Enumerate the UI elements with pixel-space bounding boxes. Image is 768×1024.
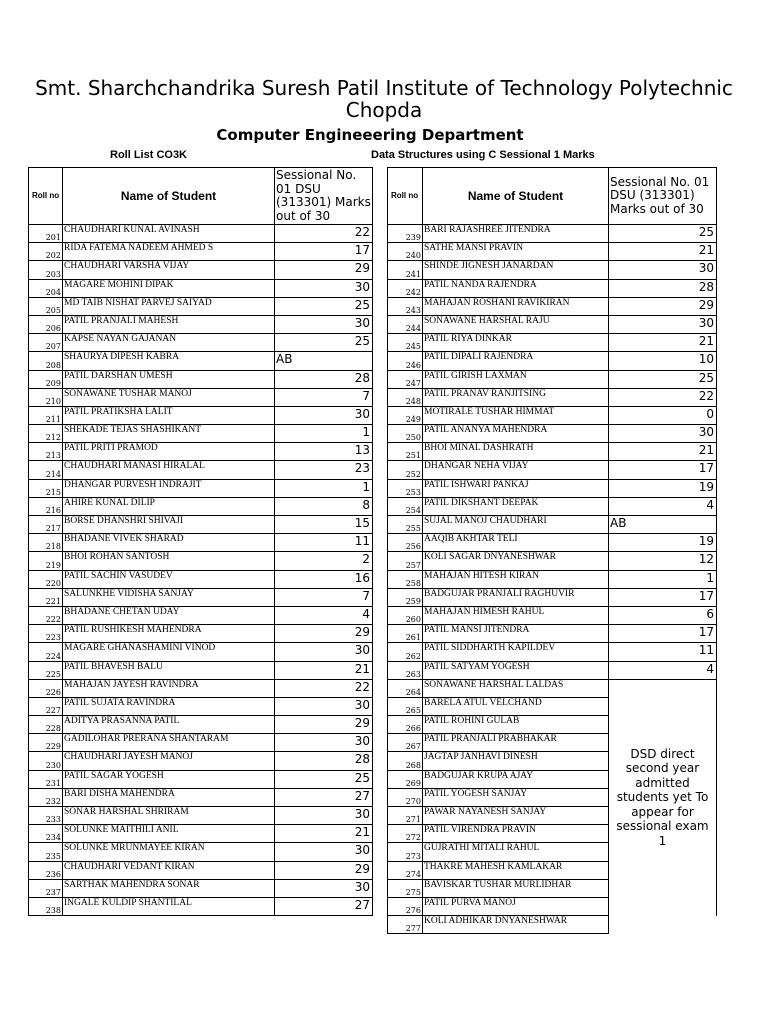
marks-value: 21 — [609, 443, 717, 461]
student-name: PATIL PRANJALI PRABHAKAR — [423, 734, 609, 752]
marks-value: 16 — [275, 570, 373, 588]
roll-number: 252 — [388, 461, 423, 479]
student-name: AAQIB AKHTAR TELI — [423, 534, 609, 552]
roll-list-label: Roll List CO3K — [110, 149, 188, 161]
student-name: PATIL SIDDHARTH KAPILDEV — [423, 643, 609, 661]
student-name: BHADANE CHETAN UDAY — [63, 606, 275, 624]
roll-number: 209 — [29, 370, 63, 388]
marks-value: 30 — [275, 843, 373, 861]
roll-number: 220 — [29, 570, 63, 588]
marks-value: 19 — [609, 534, 717, 552]
roll-number: 245 — [388, 334, 423, 352]
roll-number: 262 — [388, 643, 423, 661]
table-row — [388, 425, 717, 443]
roll-number: 202 — [29, 243, 63, 261]
table-row — [29, 425, 373, 443]
marks-value: 17 — [609, 461, 717, 479]
marks-value: 0 — [609, 406, 717, 424]
student-name: SHEKADE TEJAS SHASHIKANT — [63, 425, 275, 443]
student-name: SHINDE JIGNESH JANARDAN — [423, 261, 609, 279]
roll-number: 219 — [29, 552, 63, 570]
student-name: PATIL RIYA DINKAR — [423, 334, 609, 352]
roll-number: 208 — [29, 352, 63, 370]
student-name: BARELA ATUL VELCHAND — [423, 697, 609, 715]
roll-number: 248 — [388, 388, 423, 406]
name-header: Name of Student — [423, 168, 609, 225]
roll-number: 203 — [29, 261, 63, 279]
student-name: AHIRE KUNAL DILIP — [63, 497, 275, 515]
table-row — [29, 443, 373, 461]
marks-value: 29 — [275, 716, 373, 734]
student-name: GADILOHAR PRERANA SHANTARAM — [63, 734, 275, 752]
roll-number: 235 — [29, 843, 63, 861]
marks-header: Sessional No. 01 DSU (313301) Marks out of 30 — [276, 168, 371, 223]
table-row — [388, 370, 717, 388]
table-row — [29, 661, 373, 679]
student-name: SOLUNKE MAITHILI ANIL — [63, 825, 275, 843]
roll-number: 240 — [388, 243, 423, 261]
table-row — [388, 261, 717, 279]
student-name: SONAWANE HARSHAL LALDAS — [423, 679, 609, 697]
student-name: ADITYA PRASANNA PATIL — [63, 716, 275, 734]
roll-number: 260 — [388, 606, 423, 624]
table-row — [29, 516, 373, 534]
table-row — [29, 297, 373, 315]
student-name: SONAR HARSHAL SHRIRAM — [63, 807, 275, 825]
roll-number: 229 — [29, 734, 63, 752]
student-name: PATIL DIPALI RAJENDRA — [423, 352, 609, 370]
marks-value: 21 — [275, 825, 373, 843]
student-name: MAGARE MOHINI DIPAK — [63, 279, 275, 297]
student-name: BAVISKAR TUSHAR MURLIDHAR — [423, 879, 609, 897]
table-row — [388, 516, 717, 534]
roll-number: 225 — [29, 661, 63, 679]
student-name: PATIL SAGAR YOGESH — [63, 770, 275, 788]
student-name: BHOI MINAL DASHRATH — [423, 443, 609, 461]
student-name: PATIL GIRISH LAXMAN — [423, 370, 609, 388]
student-name: PATIL ANANYA MAHENDRA — [423, 425, 609, 443]
student-name: SALUNKHE VIDISHA SANJAY — [63, 588, 275, 606]
marks-value: AB — [275, 352, 373, 370]
marks-value: 30 — [275, 879, 373, 897]
marks-value: 2 — [275, 552, 373, 570]
table-row — [388, 334, 717, 352]
table-row — [388, 388, 717, 406]
table-row — [388, 606, 717, 624]
table-row — [29, 734, 373, 752]
marks-value: 23 — [275, 461, 373, 479]
table-row — [29, 588, 373, 606]
roll-number: 221 — [29, 588, 63, 606]
roll-number: 251 — [388, 443, 423, 461]
marks-value: 7 — [275, 388, 373, 406]
table-row — [29, 843, 373, 861]
table-row — [388, 661, 717, 679]
roll-number: 222 — [29, 606, 63, 624]
student-name: MOTIRALE TUSHAR HIMMAT — [423, 406, 609, 424]
roll-number: 261 — [388, 625, 423, 643]
marks-value: 30 — [275, 807, 373, 825]
marks-value: 30 — [609, 261, 717, 279]
table-row — [29, 315, 373, 333]
student-name: PATIL VIRENDRA PRAVIN — [423, 825, 609, 843]
marks-value: 21 — [609, 243, 717, 261]
marks-value: 4 — [609, 661, 717, 679]
roll-number: 250 — [388, 425, 423, 443]
roll-number: 231 — [29, 770, 63, 788]
roll-number: 205 — [29, 297, 63, 315]
student-name: PATIL MANSI JITENDRA — [423, 625, 609, 643]
table-row — [29, 461, 373, 479]
marks-value: 21 — [275, 661, 373, 679]
roll-number: 272 — [388, 825, 423, 843]
institute-title: Smt. Sharchchandrika Suresh Patil Institute of Technology Polytechnic Chopda — [35, 76, 733, 122]
marks-value: 8 — [275, 497, 373, 515]
student-name: SARTHAK MAHENDRA SONAR — [63, 879, 275, 897]
marks-table-left — [28, 167, 373, 916]
roll-number: 274 — [388, 861, 423, 879]
marks-value: 10 — [609, 352, 717, 370]
student-name: SOLUNKE MRUNMAYEE KIRAN — [63, 843, 275, 861]
table-row — [388, 461, 717, 479]
table-row — [29, 788, 373, 806]
roll-number: 247 — [388, 370, 423, 388]
student-name: CHAUDHARI MANASI HIRALAL — [63, 461, 275, 479]
marks-value: 30 — [275, 315, 373, 333]
marks-value: 1 — [609, 570, 717, 588]
table-row — [388, 479, 717, 497]
student-name: CHAUDHARI KUNAL AVINASH — [63, 225, 275, 243]
marks-value: 13 — [275, 443, 373, 461]
marks-value: 25 — [609, 370, 717, 388]
roll-number: 270 — [388, 788, 423, 806]
marks-value: 30 — [275, 406, 373, 424]
marks-value: 29 — [609, 297, 717, 315]
roll-number: 265 — [388, 697, 423, 715]
marks-value: 30 — [609, 425, 717, 443]
roll-number: 224 — [29, 643, 63, 661]
student-name: PATIL YOGESH SANJAY — [423, 788, 609, 806]
marks-value: 4 — [275, 606, 373, 624]
subject-label: Data Structures using C Sessional 1 Marks — [371, 149, 595, 161]
roll-number: 256 — [388, 534, 423, 552]
marks-value: 17 — [275, 243, 373, 261]
marks-value: 27 — [275, 897, 373, 915]
roll-number: 236 — [29, 861, 63, 879]
table-row — [29, 625, 373, 643]
table-row — [29, 352, 373, 370]
marks-value: 6 — [609, 606, 717, 624]
marks-value: 17 — [609, 625, 717, 643]
marks-value: 11 — [275, 534, 373, 552]
student-name: PATIL SACHIN VASUDEV — [63, 570, 275, 588]
roll-number: 253 — [388, 479, 423, 497]
table-row — [388, 279, 717, 297]
roll-number: 237 — [29, 879, 63, 897]
student-name: CHAUDHARI VARSHA VIJAY — [63, 261, 275, 279]
student-name: PATIL ROHINI GULAB — [423, 716, 609, 734]
marks-value: 7 — [275, 588, 373, 606]
roll-number: 204 — [29, 279, 63, 297]
marks-value: 25 — [275, 334, 373, 352]
student-name: PATIL PRATIKSHA LALIT — [63, 406, 275, 424]
table-row — [29, 807, 373, 825]
table-row — [29, 861, 373, 879]
student-name: BORSE DHANSHRI SHIVAJI — [63, 516, 275, 534]
roll-number: 277 — [388, 916, 423, 934]
table-row — [29, 261, 373, 279]
student-name: PAWAR NAYANESH SANJAY — [423, 807, 609, 825]
student-name: SONAWANE TUSHAR MANOJ — [63, 388, 275, 406]
marks-value: 12 — [609, 552, 717, 570]
roll-number: 211 — [29, 406, 63, 424]
student-name: KOLI SAGAR DNYANESHWAR — [423, 552, 609, 570]
marks-value: 28 — [609, 279, 717, 297]
roll-number: 212 — [29, 425, 63, 443]
student-name: SUJAL MANOJ CHAUDHARI — [423, 516, 609, 534]
student-name: BHOI ROHAN SANTOSH — [63, 552, 275, 570]
table-row — [29, 370, 373, 388]
student-name: PATIL DIKSHANT DEEPAK — [423, 497, 609, 515]
department-title: Computer Engineeering Department — [216, 126, 524, 144]
table-row — [388, 406, 717, 424]
marks-value: 1 — [275, 425, 373, 443]
roll-number: 228 — [29, 716, 63, 734]
roll-number: 257 — [388, 552, 423, 570]
empty-cell — [609, 916, 717, 934]
table-row — [388, 643, 717, 661]
roll-number: 243 — [388, 297, 423, 315]
roll-number: 255 — [388, 516, 423, 534]
marks-value: 28 — [275, 370, 373, 388]
roll-number: 259 — [388, 588, 423, 606]
student-name: PATIL SATYAM YOGESH — [423, 661, 609, 679]
roll-number: 215 — [29, 479, 63, 497]
roll-number: 275 — [388, 879, 423, 897]
marks-value: 22 — [275, 679, 373, 697]
roll-number: 238 — [29, 897, 63, 915]
student-name: KOLI ADHIKAR DNYANESHWAR — [423, 916, 609, 934]
roll-number: 216 — [29, 497, 63, 515]
marks-value: 28 — [275, 752, 373, 770]
student-name: BHADANE VIVEK SHARAD — [63, 534, 275, 552]
student-name: DHANGAR PURVESH INDRAJIT — [63, 479, 275, 497]
student-name: PATIL DARSHAN UMESH — [63, 370, 275, 388]
student-name: RIDA FATEMA NADEEM AHMED S — [63, 243, 275, 261]
roll-header: Roll no — [29, 168, 63, 225]
student-name: SATHE MANSI PRAVIN — [423, 243, 609, 261]
table-row — [29, 552, 373, 570]
roll-number: 268 — [388, 752, 423, 770]
student-name: JAGTAP JANHAVI DINESH — [423, 752, 609, 770]
student-name: MAHAJAN JAYESH RAVINDRA — [63, 679, 275, 697]
table-row — [29, 643, 373, 661]
student-name: CHAUDHARI JAYESH MANOJ — [63, 752, 275, 770]
student-name: PATIL PRANJALI MAHESH — [63, 315, 275, 333]
marks-value: 27 — [275, 788, 373, 806]
table-row — [388, 916, 717, 934]
student-name: MAHAJAN HIMESH RAHUL — [423, 606, 609, 624]
table-row — [29, 534, 373, 552]
table-row — [29, 606, 373, 624]
admission-note: DSD direct second year admitted students yet To appear for sessional exam 1 — [609, 679, 717, 915]
table-row — [29, 479, 373, 497]
marks-value: 15 — [275, 516, 373, 534]
table-row — [29, 825, 373, 843]
student-name: PATIL RUSHIKESH MAHENDRA — [63, 625, 275, 643]
marks-value: 29 — [275, 261, 373, 279]
student-name: SHAURYA DIPESH KABRA — [63, 352, 275, 370]
roll-number: 267 — [388, 734, 423, 752]
roll-number: 227 — [29, 697, 63, 715]
roll-number: 246 — [388, 352, 423, 370]
table-row — [29, 679, 373, 697]
student-name: THAKRE MAHESH KAMLAKAR — [423, 861, 609, 879]
table-row — [388, 315, 717, 333]
table-row — [29, 225, 373, 243]
student-name: SONAWANE HARSHAL RAJU — [423, 315, 609, 333]
student-name: GUJRATHI MITALI RAHUL — [423, 843, 609, 861]
student-name: DHANGAR NEHA VIJAY — [423, 461, 609, 479]
table-row — [388, 552, 717, 570]
table-row — [388, 352, 717, 370]
table-row — [388, 297, 717, 315]
marks-value: 11 — [609, 643, 717, 661]
marks-header: Sessional No. 01 DSU (313301) Marks out of 30 — [609, 168, 717, 225]
student-name: BARI RAJASHREE JITENDRA — [423, 225, 609, 243]
roll-number: 223 — [29, 625, 63, 643]
roll-number: 217 — [29, 516, 63, 534]
student-name: PATIL PRANAV RANJITSING — [423, 388, 609, 406]
table-row — [29, 406, 373, 424]
marks-value: 30 — [275, 643, 373, 661]
roll-number: 218 — [29, 534, 63, 552]
table-row — [29, 752, 373, 770]
roll-number: 213 — [29, 443, 63, 461]
marks-value: AB — [609, 516, 717, 534]
student-name: INGALE KULDIP SHANTILAL — [63, 897, 275, 915]
table-row — [29, 770, 373, 788]
table-row — [388, 497, 717, 515]
table-row — [388, 570, 717, 588]
marks-value: 30 — [609, 315, 717, 333]
marks-value: 25 — [609, 225, 717, 243]
marks-value: 22 — [275, 225, 373, 243]
roll-number: 273 — [388, 843, 423, 861]
roll-number: 249 — [388, 406, 423, 424]
roll-number: 206 — [29, 315, 63, 333]
marks-value: 25 — [275, 297, 373, 315]
table-row — [388, 534, 717, 552]
roll-number: 244 — [388, 315, 423, 333]
table-row — [388, 625, 717, 643]
marks-value: 17 — [609, 588, 717, 606]
roll-number: 263 — [388, 661, 423, 679]
roll-header: Roll no — [388, 168, 423, 225]
table-row — [388, 225, 717, 243]
table-row — [29, 697, 373, 715]
marks-value: 19 — [609, 479, 717, 497]
roll-number: 266 — [388, 716, 423, 734]
roll-number: 233 — [29, 807, 63, 825]
table-row — [29, 497, 373, 515]
student-name: PATIL BHAVESH BALU — [63, 661, 275, 679]
roll-number: 226 — [29, 679, 63, 697]
table-row — [29, 897, 373, 915]
roll-number: 210 — [29, 388, 63, 406]
table-row — [29, 279, 373, 297]
table-row — [388, 588, 717, 606]
table-row — [29, 716, 373, 734]
roll-number: 241 — [388, 261, 423, 279]
student-name: PATIL PRITI PRAMOD — [63, 443, 275, 461]
marks-value: 30 — [275, 734, 373, 752]
student-name: BADGUJAR KRUPA AJAY — [423, 770, 609, 788]
marks-value: 29 — [275, 625, 373, 643]
roll-number: 276 — [388, 897, 423, 915]
marks-value: 1 — [275, 479, 373, 497]
marks-value: 25 — [275, 770, 373, 788]
table-row — [29, 388, 373, 406]
student-name: BADGUJAR PRANJALI RAGHUVIR — [423, 588, 609, 606]
roll-number: 234 — [29, 825, 63, 843]
marks-value: 30 — [275, 279, 373, 297]
student-name: MAHAJAN HITESH KIRAN — [423, 570, 609, 588]
student-name: MAGARE GHANASHAMINI VINOD — [63, 643, 275, 661]
student-name: MAHAJAN ROSHANI RAVIKIRAN — [423, 297, 609, 315]
roll-number: 201 — [29, 225, 63, 243]
roll-number: 239 — [388, 225, 423, 243]
student-name: MD TAIB NISHAT PARVEJ SAIYAD — [63, 297, 275, 315]
table-row — [29, 570, 373, 588]
marks-value: 30 — [275, 697, 373, 715]
table-row — [388, 679, 717, 697]
student-name: PATIL SUJATA RAVINDRA — [63, 697, 275, 715]
marks-value: 21 — [609, 334, 717, 352]
table-row — [388, 443, 717, 461]
student-name: BARI DISHA MAHENDRA — [63, 788, 275, 806]
roll-number: 207 — [29, 334, 63, 352]
roll-number: 258 — [388, 570, 423, 588]
roll-number: 269 — [388, 770, 423, 788]
roll-number: 230 — [29, 752, 63, 770]
marks-value: 4 — [609, 497, 717, 515]
table-row — [29, 879, 373, 897]
roll-number: 242 — [388, 279, 423, 297]
student-name: PATIL PURVA MANOJ — [423, 897, 609, 915]
student-name: CHAUDHARI VEDANT KIRAN — [63, 861, 275, 879]
marks-table-right — [387, 167, 717, 934]
roll-number: 214 — [29, 461, 63, 479]
marks-value: 22 — [609, 388, 717, 406]
roll-number: 271 — [388, 807, 423, 825]
student-name: PATIL NANDA RAJENDRA — [423, 279, 609, 297]
table-row — [29, 243, 373, 261]
roll-number: 232 — [29, 788, 63, 806]
marks-value: 29 — [275, 861, 373, 879]
table-row — [29, 334, 373, 352]
roll-number: 254 — [388, 497, 423, 515]
roll-number: 264 — [388, 679, 423, 697]
name-header: Name of Student — [63, 168, 275, 225]
table-row — [388, 243, 717, 261]
student-name: PATIL ISHWARI PANKAJ — [423, 479, 609, 497]
student-name: KAPSE NAYAN GAJANAN — [63, 334, 275, 352]
